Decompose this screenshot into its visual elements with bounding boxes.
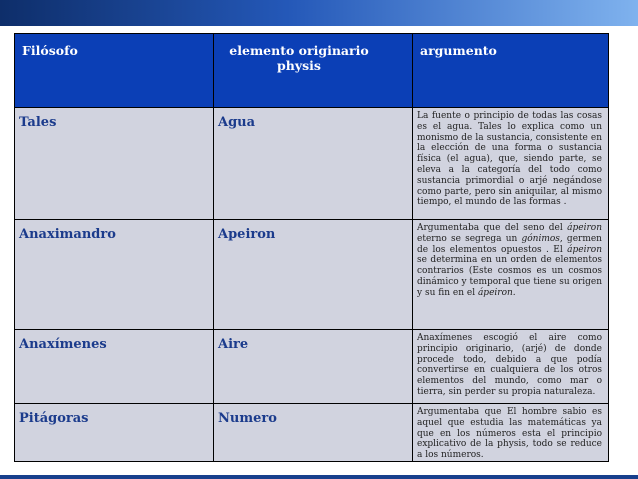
- header-element-line2: physis: [277, 58, 321, 73]
- table-row: [15, 220, 609, 330]
- argument-segment: .: [512, 287, 516, 298]
- header-argument-label: argumento: [420, 43, 497, 58]
- bottom-decorative-strip: [0, 475, 638, 479]
- header-cell-element: [214, 34, 413, 108]
- argument-text: Argumentaba que El hombre sabio es aquel que estudia las matemáticas ya que en los números esta el principio explicativo de la physis, todo se reduce a los números.: [417, 407, 602, 461]
- cell-element: [214, 404, 413, 462]
- header-cell-argument: [413, 34, 609, 108]
- cell-argument: [413, 108, 609, 220]
- cell-argument: [413, 220, 609, 330]
- table-row: [15, 330, 609, 404]
- cell-philosopher: [15, 404, 214, 462]
- philosopher-name: Anaximandro: [19, 227, 116, 242]
- cell-philosopher: [15, 220, 214, 330]
- cell-philosopher: [15, 108, 214, 220]
- cell-element: [214, 108, 413, 220]
- cell-philosopher: [15, 330, 214, 404]
- header-cell-philosopher: [15, 34, 214, 108]
- argument-segment: Argumentaba que del seno del: [417, 223, 568, 233]
- philosopher-name: Pitágoras: [19, 411, 89, 426]
- header-philosopher-label: Filósofo: [22, 43, 78, 58]
- element-name: Apeiron: [218, 227, 276, 242]
- argument-text: La fuente o principio de todas las cosas es el agua. Tales lo explica como un monismo de la sustancia, consistente en la elección de una forma o sustancia física (el agua), que, siendo parte, se eleva a la categoría del todo como sustancia primordial o arjé negándose como parte, pero sin aniquilar, al mismo tiempo, el mundo de las formas .: [417, 111, 602, 208]
- element-name: Agua: [218, 115, 256, 130]
- argument-segment: eterno se segrega un: [417, 233, 522, 244]
- header-element-line1: elemento originario: [229, 43, 369, 58]
- philosopher-name: Tales: [19, 115, 57, 130]
- element-name: Aire: [218, 337, 249, 352]
- table-row: [15, 108, 609, 220]
- philosopher-name: Anaxímenes: [19, 337, 107, 352]
- argument-term-italic: ápeiron: [477, 287, 513, 298]
- cell-argument: [413, 404, 609, 462]
- table-header-row: [15, 34, 609, 108]
- argument-segment: se determina en un orden de elementos contrarios (Este cosmos es un cosmos dinámico y temporal que tiene su origen y su fin en el: [417, 255, 602, 298]
- argument-term-italic: gónimos: [521, 233, 560, 244]
- header-element-label: [214, 34, 384, 73]
- argument-term-italic: ápeiron: [567, 223, 602, 233]
- cell-element: [214, 330, 413, 404]
- table-row: [15, 404, 609, 462]
- argument-text: [413, 220, 608, 299]
- element-name: Numero: [218, 411, 277, 426]
- argument-segment: , germen de los elementos opuestos . El: [417, 233, 602, 255]
- argument-text: Anaxímenes escogió el aire como principio originario, (arjé) de donde procede todo, debido a que podía convertirse en cualquiera de los otros elementos del mundo, como mar o tierra, sin perder su propia naturaleza.: [417, 333, 602, 397]
- argument-term-italic: ápeiron: [567, 244, 602, 255]
- cell-element: [214, 220, 413, 330]
- top-decorative-band: [0, 0, 638, 26]
- philosophers-table: [14, 33, 609, 462]
- cell-argument: [413, 330, 609, 404]
